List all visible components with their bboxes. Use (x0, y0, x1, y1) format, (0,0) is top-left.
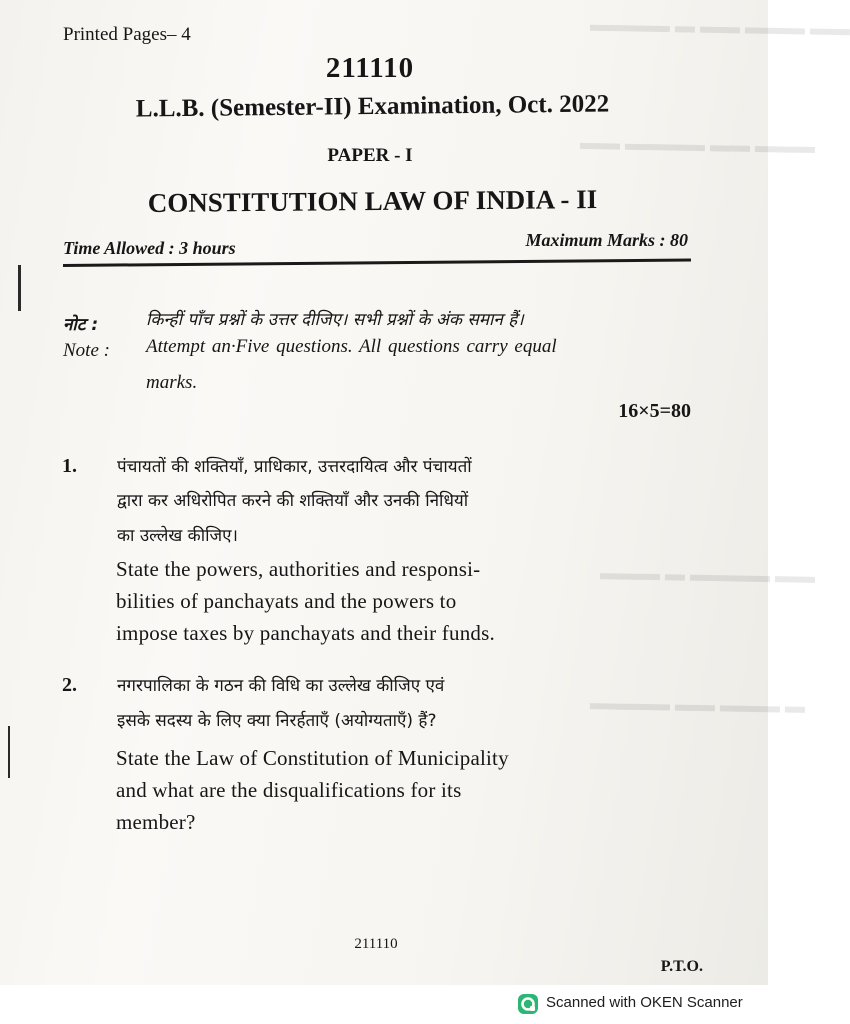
question-hindi-line: इसके सदस्य के लिए क्या निरर्हताएँ (अयोग्यताएँ) हैं? (117, 711, 437, 731)
note-label-english: Note : (63, 340, 110, 361)
printed-pages: Printed Pages– 4 (63, 24, 191, 45)
subject-title: CONSTITUTION LAW OF INDIA - II (147, 184, 598, 218)
oken-scanner-logo-icon (517, 993, 539, 1015)
show-through-texture: ▬▬ ▬▬▬ ▬▬ ▬ ▬▬▬▬ (589, 13, 850, 41)
show-through-texture: ▬ ▬▬▬ ▬▬ ▬▬▬▬ (589, 692, 806, 718)
question-english-line: bilities of panchayats and the powers to (116, 589, 457, 613)
question-english-line: and what are the disqualifications for its (116, 778, 462, 802)
question-english-line: State the Law of Constitution of Municipality (116, 746, 509, 770)
scan-edge-mark (8, 726, 10, 778)
paper-number: PAPER - I (327, 145, 413, 166)
header-divider (63, 259, 691, 267)
exam-title: L.L.B. (Semester-II) Examination, Oct. 2022 (135, 90, 610, 123)
paper-code: 211110 (325, 52, 415, 84)
note-text-english-cont: marks. (146, 372, 198, 393)
scanner-watermark-text: Scanned with OKEN Scanner (546, 994, 743, 1011)
scanner-watermark-bar (0, 985, 768, 1024)
question-english-line: impose taxes by panchayats and their funds. (116, 621, 495, 645)
question-english-line: State the powers, authorities and responsi- (116, 557, 481, 581)
footer-paper-code: 211110 (354, 936, 398, 952)
note-text-english: Attempt an·Five questions. All questions carry equal (146, 336, 557, 357)
show-through-texture: ▬▬▬ ▬▬ ▬▬▬▬ ▬▬ (579, 131, 816, 159)
time-allowed: Time Allowed : 3 hours (63, 238, 236, 258)
question-number: 2. (62, 674, 77, 696)
question-hindi-line: का उल्लेख कीजिए। (117, 526, 239, 546)
marks-distribution: 16×5=80 (618, 400, 691, 422)
show-through-texture: ▬▬ ▬▬▬▬ ▬ ▬▬▬ (599, 562, 816, 588)
maximum-marks: Maximum Marks : 80 (525, 230, 688, 250)
note-text-hindi: किन्हीं पाँच प्रश्नों के उत्तर दीजिए। सभी प्रश्नों के अंक समान हैं। (146, 310, 524, 330)
question-hindi-line: पंचायतों की शक्तियाँ, प्राधिकार, उत्तरदायित्व और पंचायतों (117, 457, 472, 477)
question-hindi-line: द्वारा कर अधिरोपित करने की शक्तियाँ और उनकी निधियों (117, 491, 469, 511)
scan-edge-mark (18, 265, 21, 311)
question-english-line: member? (116, 810, 196, 834)
question-number: 1. (62, 455, 77, 477)
please-turn-over: P.T.O. (660, 958, 703, 975)
note-label-hindi: नोट : (63, 315, 99, 335)
question-hindi-line: नगरपालिका के गठन की विधि का उल्लेख कीजिए एवं (117, 676, 445, 696)
